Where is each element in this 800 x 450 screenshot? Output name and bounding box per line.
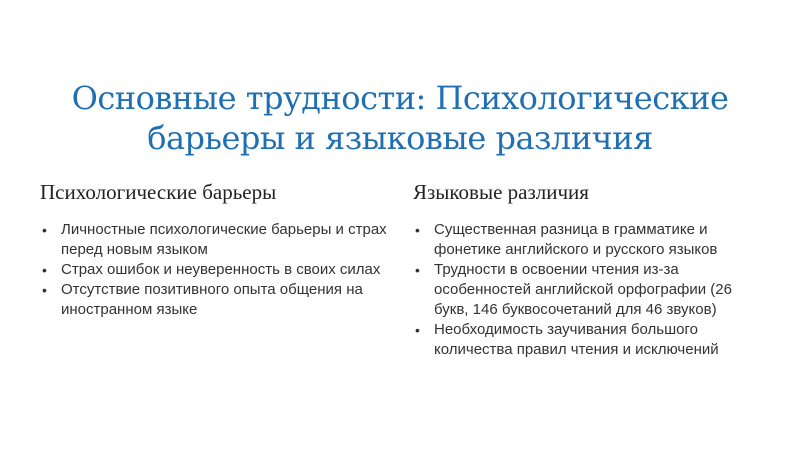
list-item-text: Трудности в освоении чтения из-за особенностей английской орфографии (26 букв, 146 буквосочетаний для 46 звуков) [434,261,732,318]
bullet-icon: • [42,262,47,278]
left-column-heading: Психологические барьеры [40,180,277,204]
slide-title-line-2: барьеры и языковые различия [147,119,653,157]
list-item-text: Личностные психологические барьеры и страх перед новым языком [61,221,387,258]
bullet-icon: • [42,222,47,238]
slide-title [40,78,760,158]
bullet-icon: • [415,322,420,338]
bullet-icon: • [42,282,47,298]
right-bullet-list [413,220,763,360]
list-item [40,220,390,260]
list-item [413,320,763,360]
list-item [413,220,763,260]
list-item-text: Необходимость заучивания большого количества правил чтения и исключений [434,321,719,358]
right-column-heading: Языковые различия [413,180,589,204]
left-bullet-list [40,220,390,320]
slide-title-line-1: Основные трудности: Психологические [71,79,729,117]
list-item-text: Страх ошибок и неуверенность в своих силах [61,261,381,278]
list-item [40,280,390,320]
bullet-icon: • [415,222,420,238]
list-item-text: Существенная разница в грамматике и фонетике английского и русского языков [434,221,718,258]
left-column [40,178,390,320]
bullet-icon: • [415,262,420,278]
list-item [40,260,390,280]
list-item [413,260,763,320]
right-column [413,178,763,360]
list-item-text: Отсутствие позитивного опыта общения на иностранном языке [61,281,363,318]
